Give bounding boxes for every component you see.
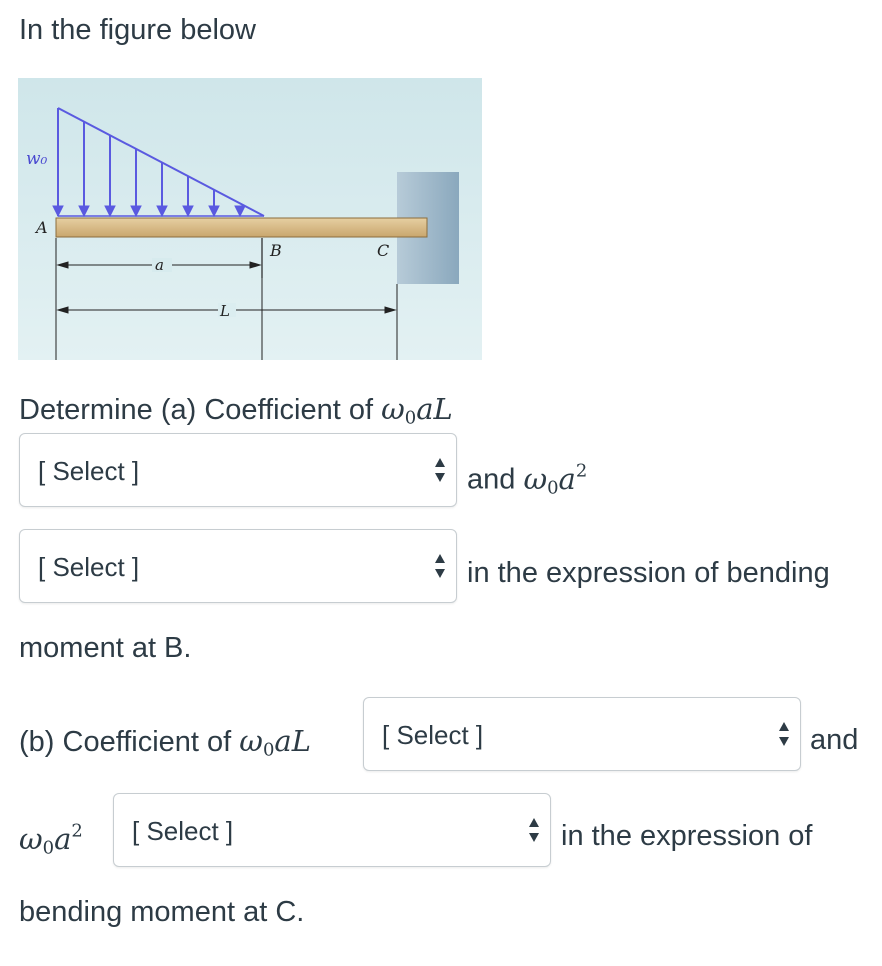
math-omega-aL: $\omega_0aL$ bbox=[239, 724, 311, 761]
dim-l-label: L bbox=[220, 302, 230, 320]
and-text-b: and bbox=[810, 724, 859, 756]
select-a-coefficient-aL[interactable] bbox=[19, 433, 457, 507]
beam bbox=[56, 218, 427, 237]
point-b-label: B bbox=[270, 241, 282, 260]
moment-at-b-text: moment at B. bbox=[19, 632, 192, 664]
intro-text: In the figure below bbox=[19, 14, 256, 46]
select-b-coefficient-a2[interactable] bbox=[113, 793, 551, 867]
select-label: [ Select ] bbox=[132, 816, 234, 846]
beam-diagram bbox=[18, 78, 482, 360]
bending-moment-at-c-text: bending moment at C. bbox=[19, 896, 305, 928]
select-label: [ Select ] bbox=[38, 552, 140, 582]
math-omega-a2-b: $\omega_0a^2$ bbox=[19, 820, 83, 859]
point-c-label: C bbox=[377, 241, 390, 260]
select-b-coefficient-aL[interactable] bbox=[363, 697, 801, 771]
dim-a-label: a bbox=[155, 256, 164, 274]
determine-label: Determine (a) Coefficient of bbox=[19, 394, 374, 426]
and-a2-text bbox=[467, 460, 587, 498]
part-b-label: (b) Coefficient of bbox=[19, 726, 232, 758]
select-label: [ Select ] bbox=[382, 720, 484, 750]
in-expression-of-text: in the expression of bbox=[561, 820, 813, 852]
point-a-label: A bbox=[36, 218, 48, 237]
beam-figure bbox=[18, 78, 482, 360]
select-arrows-icon bbox=[528, 817, 540, 843]
part-a-line bbox=[19, 392, 453, 428]
math-omega-a2: $\omega_0a^2$ bbox=[523, 460, 588, 499]
and-label: and bbox=[467, 463, 516, 496]
load-label: w₀ bbox=[26, 149, 48, 169]
select-label: [ Select ] bbox=[38, 456, 140, 486]
math-omega-aL: $\omega_0aL$ bbox=[381, 392, 453, 429]
select-arrows-icon bbox=[778, 721, 790, 747]
select-arrows-icon bbox=[434, 457, 446, 483]
part-b-line bbox=[19, 724, 311, 760]
select-a-coefficient-a2[interactable] bbox=[19, 529, 457, 603]
in-expression-bending-text: in the expression of bending bbox=[467, 557, 830, 589]
select-arrows-icon bbox=[434, 553, 446, 579]
